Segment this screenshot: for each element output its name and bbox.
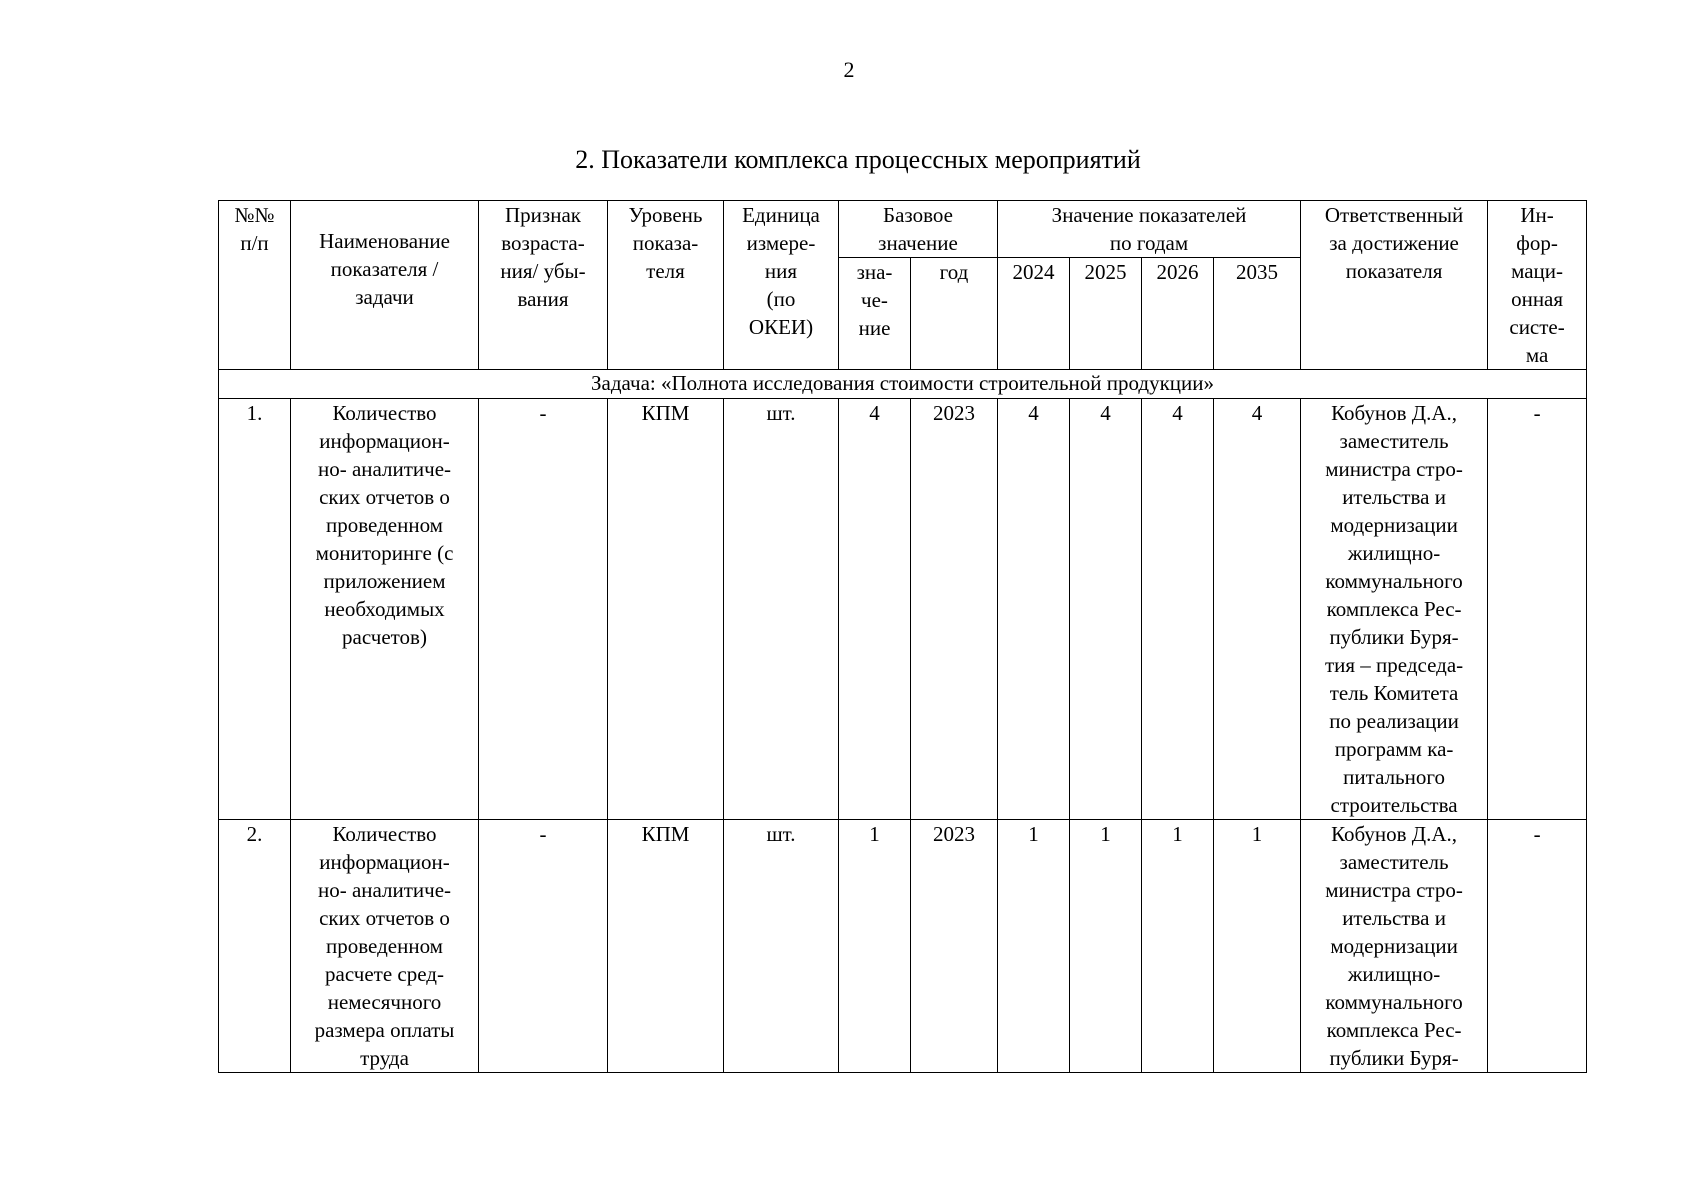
header-base-value: зна- че- ние <box>839 258 911 370</box>
row-unit: шт. <box>724 399 839 820</box>
row-value-2025: 4 <box>1070 399 1142 820</box>
row-value-2024: 4 <box>998 399 1070 820</box>
header-row-top <box>219 201 1587 258</box>
header-num: №№ п/п <box>219 201 291 370</box>
row-value-2024: 1 <box>998 820 1070 1073</box>
row-sign: - <box>479 820 608 1073</box>
row-base-value: 4 <box>839 399 911 820</box>
header-infosys: Ин- фор- маци- онная систе- ма <box>1488 201 1587 370</box>
page-number: 2 <box>843 57 855 82</box>
header-responsible: Ответственный за достижение показателя <box>1301 201 1488 370</box>
table-row <box>219 399 1587 820</box>
row-num: 2. <box>219 820 291 1073</box>
row-unit: шт. <box>724 820 839 1073</box>
header-name: Наименование показателя / задачи <box>291 201 479 370</box>
row-base-year: 2023 <box>911 820 998 1073</box>
row-name: Количество информацион- но- аналитиче- ских отчетов о проведенном мониторинге (с приложением необходимых расчетов) <box>291 399 479 820</box>
header-base-year: год <box>911 258 998 370</box>
row-name: Количество информацион- но- аналитиче- ских отчетов о проведенном расчете сред- немесячного размера оплаты труда <box>291 820 479 1073</box>
header-base: Базовое значение <box>839 201 998 258</box>
row-infosys: - <box>1488 399 1587 820</box>
row-level: КПМ <box>608 399 724 820</box>
header-unit: Единица измере- ния (по ОКЕИ) <box>724 201 839 370</box>
task-row <box>219 370 1587 399</box>
row-value-2026: 4 <box>1142 399 1214 820</box>
header-level: Уровень показа- теля <box>608 201 724 370</box>
row-value-2025: 1 <box>1070 820 1142 1073</box>
header-sign: Признак возраста- ния/ убы- вания <box>479 201 608 370</box>
indicators-table <box>218 200 1587 1073</box>
header-year-2026: 2026 <box>1142 258 1214 370</box>
row-value-2026: 1 <box>1142 820 1214 1073</box>
task-title: Задача: «Полнота исследования стоимости строительной продукции» <box>219 370 1587 399</box>
row-responsible: Кобунов Д.А., заместитель министра стро- ительства и модернизации жилищно- коммунального комплекса Рес- публики Буря- тия – председа- тель Комитета по реализации программ ка- питального строительства <box>1301 399 1488 820</box>
row-value-2035: 4 <box>1214 399 1301 820</box>
header-year-2035: 2035 <box>1214 258 1301 370</box>
header-year-2025: 2025 <box>1070 258 1142 370</box>
header-years-group: Значение показателей по годам <box>998 201 1301 258</box>
header-year-2024: 2024 <box>998 258 1070 370</box>
row-sign: - <box>479 399 608 820</box>
row-level: КПМ <box>608 820 724 1073</box>
row-base-value: 1 <box>839 820 911 1073</box>
row-base-year: 2023 <box>911 399 998 820</box>
row-responsible: Кобунов Д.А., заместитель министра стро- ительства и модернизации жилищно- коммунального комплекса Рес- публики Буря- <box>1301 820 1488 1073</box>
row-num: 1. <box>219 399 291 820</box>
row-value-2035: 1 <box>1214 820 1301 1073</box>
section-title: 2. Показатели комплекса процессных мероприятий <box>575 145 1141 174</box>
row-infosys: - <box>1488 820 1587 1073</box>
table-row <box>219 820 1587 1073</box>
